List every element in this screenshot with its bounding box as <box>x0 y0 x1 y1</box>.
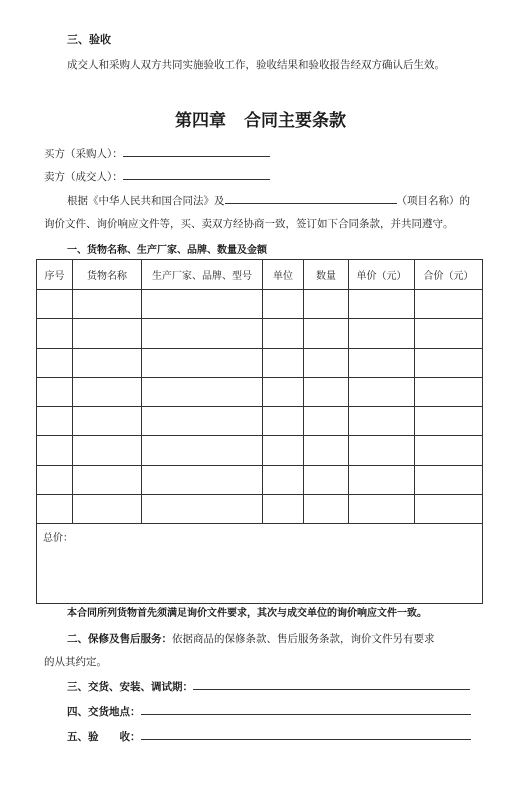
table-cell[interactable] <box>142 348 263 377</box>
table-cell[interactable] <box>73 319 142 348</box>
warranty-label: 二、保修及售后服务： <box>67 633 172 645</box>
goods-notice: 本合同所列货物首先须满足询价文件要求，其次与成交单位的询价响应文件一致。 <box>67 608 427 619</box>
table-cell[interactable] <box>142 377 263 406</box>
column-header: 生产厂家、品牌、型号 <box>142 260 263 290</box>
table-cell[interactable] <box>37 465 73 494</box>
section-text: 成交人和采购人双方共同实施验收工作，验收结果和验收报告经双方确认后生效。 <box>67 59 445 71</box>
table-cell[interactable] <box>415 495 483 524</box>
clause-acceptance <box>67 729 471 744</box>
seller-blank <box>123 169 270 180</box>
table-cell[interactable] <box>37 319 73 348</box>
table-cell[interactable] <box>304 495 349 524</box>
total-label: 总价： <box>43 533 73 545</box>
table-cell[interactable] <box>304 465 349 494</box>
table-cell[interactable] <box>37 377 73 406</box>
clause-label: 四、交货地点： <box>67 706 141 718</box>
table-cell[interactable] <box>415 407 483 436</box>
clause-delivery-period <box>67 679 470 694</box>
table-cell[interactable] <box>37 495 73 524</box>
table-cell[interactable] <box>263 290 304 319</box>
table-cell[interactable] <box>349 348 415 377</box>
column-header: 单位 <box>263 260 304 290</box>
table-cell[interactable] <box>263 377 304 406</box>
clause-blank[interactable] <box>141 704 471 715</box>
table-row <box>37 465 483 494</box>
table-cell[interactable] <box>73 348 142 377</box>
table-row <box>37 436 483 465</box>
table-cell[interactable] <box>304 290 349 319</box>
buyer-label: 买方（采购人）： <box>44 148 123 160</box>
table-cell[interactable] <box>142 319 263 348</box>
chapter-number: 第四章 <box>175 111 226 131</box>
table-cell[interactable] <box>349 495 415 524</box>
clause-label: 五、验 收： <box>67 731 141 743</box>
goods-heading: 一、货物名称、生产厂家、品牌、数量及金额 <box>67 245 267 256</box>
intro-suffix: （项目名称）的 <box>396 195 470 207</box>
table-header-row <box>37 260 483 290</box>
table-cell[interactable] <box>304 377 349 406</box>
warranty-text: 依据商品的保修条款、售后服务条款，询价文件另有要求 <box>172 633 435 645</box>
table-cell[interactable] <box>349 407 415 436</box>
table-cell[interactable] <box>263 495 304 524</box>
table-cell[interactable] <box>349 465 415 494</box>
table-cell[interactable] <box>73 436 142 465</box>
table-row <box>37 319 483 348</box>
table-cell[interactable] <box>142 465 263 494</box>
table-cell[interactable] <box>37 407 73 436</box>
table-cell[interactable] <box>263 465 304 494</box>
table-cell[interactable] <box>73 290 142 319</box>
table-cell[interactable] <box>304 319 349 348</box>
column-header: 货物名称 <box>73 260 142 290</box>
table-cell[interactable] <box>415 465 483 494</box>
seller-label: 卖方（成交人）： <box>44 171 123 183</box>
table-cell[interactable] <box>73 465 142 494</box>
table-row <box>37 377 483 406</box>
buyer-line <box>44 146 270 161</box>
table-cell[interactable] <box>415 436 483 465</box>
warranty-line <box>67 631 435 646</box>
table-cell[interactable] <box>263 436 304 465</box>
clause-blank[interactable] <box>141 729 471 740</box>
column-header: 合价（元） <box>415 260 483 290</box>
table-cell[interactable] <box>37 290 73 319</box>
table-cell[interactable] <box>37 348 73 377</box>
clause-label: 三、交货、安装、调试期： <box>67 681 193 693</box>
table-row <box>37 495 483 524</box>
section-heading: 三、验收 <box>67 33 111 46</box>
table-cell[interactable] <box>142 290 263 319</box>
total-price-cell[interactable] <box>37 524 483 604</box>
column-header: 序号 <box>37 260 73 290</box>
table-row <box>37 407 483 436</box>
clause-blank[interactable] <box>193 679 470 690</box>
table-cell[interactable] <box>415 290 483 319</box>
seller-line <box>44 169 270 184</box>
table-cell[interactable] <box>263 348 304 377</box>
table-cell[interactable] <box>37 436 73 465</box>
goods-table <box>36 259 483 604</box>
table-row <box>37 290 483 319</box>
table-cell[interactable] <box>73 495 142 524</box>
column-header: 单价（元） <box>349 260 415 290</box>
table-cell[interactable] <box>142 407 263 436</box>
chapter-name: 合同主要条款 <box>244 111 346 131</box>
clause-delivery-place <box>67 704 471 719</box>
table-cell[interactable] <box>415 348 483 377</box>
table-cell[interactable] <box>349 319 415 348</box>
table-cell[interactable] <box>304 407 349 436</box>
table-cell[interactable] <box>142 436 263 465</box>
table-cell[interactable] <box>263 407 304 436</box>
table-cell[interactable] <box>304 436 349 465</box>
table-cell[interactable] <box>142 495 263 524</box>
intro-line2: 询价文件、询价响应文件等，买、卖双方经协商一致，签订如下合同条款，并共同遵守。 <box>44 218 454 230</box>
table-cell[interactable] <box>349 377 415 406</box>
table-cell[interactable] <box>349 436 415 465</box>
intro-line1 <box>67 193 470 208</box>
table-cell[interactable] <box>73 377 142 406</box>
chapter-title <box>0 106 521 131</box>
total-row <box>37 524 483 604</box>
table-cell[interactable] <box>73 407 142 436</box>
project-name-blank <box>225 193 397 204</box>
table-cell[interactable] <box>415 319 483 348</box>
buyer-blank <box>123 146 270 157</box>
intro-prefix: 根据《中华人民共和国合同法》及 <box>67 195 225 207</box>
table-cell[interactable] <box>415 377 483 406</box>
warranty-line2: 的从其约定。 <box>44 656 107 668</box>
table-row <box>37 348 483 377</box>
table-cell[interactable] <box>263 319 304 348</box>
table-cell[interactable] <box>349 290 415 319</box>
column-header: 数量 <box>304 260 349 290</box>
table-cell[interactable] <box>304 348 349 377</box>
